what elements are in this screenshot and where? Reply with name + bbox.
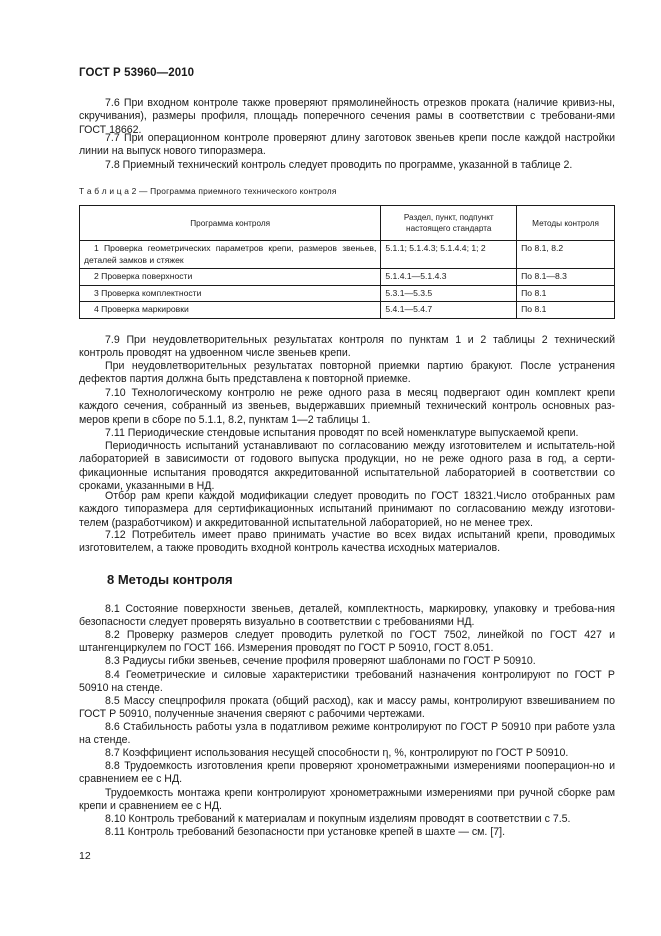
table-cell-methods: По 8.1 (517, 285, 615, 302)
document-header: ГОСТ Р 53960—2010 (79, 67, 195, 79)
table-cell-section: 5.4.1—5.4.7 (381, 302, 517, 319)
paragraph-8-2: 8.2 Проверку размеров следует проводить рулеткой по ГОСТ 7502, линейкой по ГОСТ 427 и штангенциркулем по ГОСТ 166. Измерения проводят по ГОСТ Р 50910, ГОСТ 8.051. (79, 629, 615, 655)
table-row (80, 269, 615, 286)
table-cell-section: 5.3.1—5.3.5 (381, 285, 517, 302)
paragraph-7-7: 7.7 При операционном контроле проверяют длину заготовок звеньев крепи после каждой настройки линии на выпуск нового типоразмера. (79, 132, 615, 158)
table-header-row (80, 206, 615, 241)
paragraph-8-10: 8.10 Контроль требований к материалам и покупным изделиям проводят в соответствии с 7.5. (105, 813, 571, 825)
table-caption: Т а б л и ц а 2 — Программа приемного технического контроля (79, 186, 337, 196)
column-header-section: Раздел, пункт, подпункт настоящего стандарта (381, 206, 517, 241)
paragraph-8-11: 8.11 Контроль требований безопасности при установке крепей в шахте — см. [7]. (105, 826, 506, 838)
paragraph-rejection: При неудовлетворительных результатах повторной приемки партию бракуют. После устранения дефектов партия должна быть представлена к повторной приемке. (79, 360, 615, 386)
table-row (80, 302, 615, 319)
paragraph-8-4: 8.4 Геометрические и силовые характеристики требований назначения контролируют по ГОСТ Р 50910 на стенде. (79, 669, 615, 695)
column-header-methods: Методы контроля (517, 206, 615, 241)
paragraph-7-6: 7.6 При входном контроле также проверяют прямолинейность отрезков проката (наличие кривиз-ны, скручивания), размеры профиля, площадь поперечного сечения рамы в соответствии с требовани-ями ГОСТ 18662. (79, 97, 615, 136)
paragraph-sampling: Отбор рам крепи каждой модификации следует проводить по ГОСТ 18321.Число отобранных рам каждого типоразмера для сертификационных испытаний принимают по согласованию между изготови-телем (разработчиком) и аккредитованной испытательной лабораторией, но не менее трех. (79, 490, 615, 529)
table-cell-program: 3 Проверка комплектности (80, 285, 381, 302)
paragraph-7-9: 7.9 При неудовлетворительных результатах контроля по пунктам 1 и 2 таблицы 2 технический контроль проводят на удвоенном числе звеньев крепи. (79, 334, 615, 360)
paragraph-7-8: 7.8 Приемный технический контроль следует проводить по программе, указанной в таблице 2. (105, 159, 573, 171)
section-title: 8 Методы контроля (107, 572, 233, 587)
paragraph-assembly-labor: Трудоемкость монтажа крепи контролируют хронометражными измерениями при ручной сборке рам крепи и сравнением ее с НД. (79, 787, 615, 813)
paragraph-7-12: 7.12 Потребитель имеет право принимать участие во всех видах испытаний крепи, проводимых изготовителем, а также проводить входной контроль качества исходных материалов. (79, 529, 615, 555)
control-program-table (79, 205, 615, 319)
column-header-program: Программа контроля (80, 206, 381, 241)
table-row (80, 241, 615, 269)
table-cell-methods: По 8.1 (517, 302, 615, 319)
table-cell-section: 5.1.1; 5.1.4.3; 5.1.4.4; 1; 2 (381, 241, 517, 269)
paragraph-8-5: 8.5 Массу спецпрофиля проката (общий расход), как и массу рамы, контролируют взвешиванием по ГОСТ Р 50910, полученные значения сверяют с рабочими чертежами. (79, 695, 615, 721)
paragraph-7-11: 7.11 Периодические стендовые испытания проводят по всей номенклатуре выпускаемой крепи. (105, 427, 579, 439)
table-row (80, 285, 615, 302)
paragraph-7-10: 7.10 Технологическому контролю не реже одного раза в месяц подвергают один комплект крепи каждого сечения, собранный из звеньев, выдержавших приемный технический контроль основных раз-меров крепи в сборе по 5.1.1, 8.2, пунктам 1—2 таблицы 1. (79, 387, 615, 426)
table-cell-methods: По 8.1—8.3 (517, 269, 615, 286)
paragraph-8-7: 8.7 Коэффициент использования несущей способности η, %, контролируют по ГОСТ Р 50910. (105, 747, 569, 759)
paragraph-8-3: 8.3 Радиусы гибки звеньев, сечение профиля проверяют шаблонами по ГОСТ Р 50910. (105, 655, 536, 667)
page-number: 12 (79, 850, 91, 862)
table-cell-methods: По 8.1, 8.2 (517, 241, 615, 269)
paragraph-8-6: 8.6 Стабильность работы узла в податливом режиме контролируют по ГОСТ Р 50910 при работе узла на стенде. (79, 721, 615, 747)
table-cell-program: 2 Проверка поверхности (80, 269, 381, 286)
table-cell-section: 5.1.4.1—5.1.4.3 (381, 269, 517, 286)
paragraph-8-8: 8.8 Трудоемкость изготовления крепи проверяют хронометражными измерениями пооперацион-но и сравнением ее с НД. (79, 760, 615, 786)
paragraph-8-1: 8.1 Состояние поверхности звеньев, деталей, комплектность, маркировку, упаковку и требова-ния безопасности следует проверять визуально в соответствии с требованиями НД. (79, 603, 615, 629)
table-cell-program: 4 Проверка маркировки (80, 302, 381, 319)
paragraph-periodicity: Периодичность испытаний устанавливают по согласованию между изготовителем и испытатель-ной лабораторией в зависимости от годового выпуска продукции, но не реже одного раза в год, а серти-фикационные испытания проводятся аккредитованной испытательной лабораторией в соответствии со сроками, указанными в НД. (79, 440, 615, 492)
table-cell-program: 1 Проверка геометрических параметров крепи, размеров звеньев, деталей замков и стяжек (80, 241, 381, 269)
